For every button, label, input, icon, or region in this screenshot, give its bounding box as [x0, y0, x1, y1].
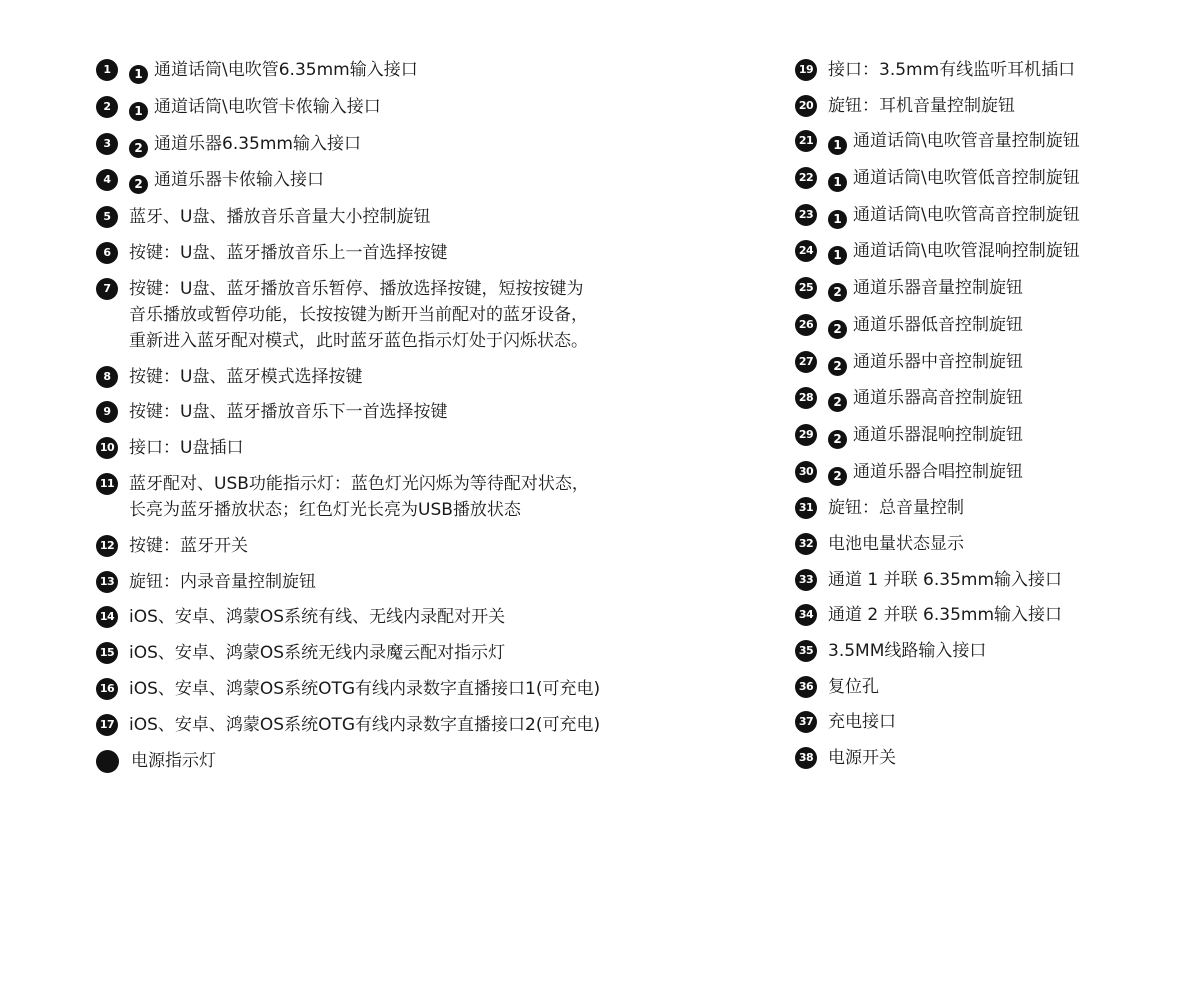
list-item — [795, 165, 1175, 192]
description-text: 通道 1 并联 6.35mm输入接口 — [828, 569, 1062, 590]
description-line — [129, 533, 736, 559]
item-number-badge: 28 — [795, 387, 817, 409]
description-text: 充电接口 — [828, 712, 896, 733]
item-description — [828, 745, 1175, 771]
list-item — [795, 275, 1175, 302]
item-number-badge: 30 — [795, 461, 817, 483]
description-text: 长亮为蓝牙播放状态；红色灯光长亮为USB播放状态 — [129, 499, 521, 520]
description-line — [129, 302, 736, 328]
power-indicator-dot-icon — [96, 750, 119, 773]
item-number-badge: 12 — [96, 535, 118, 557]
description-line — [129, 328, 736, 354]
list-item — [795, 57, 1175, 83]
description-line — [129, 364, 736, 390]
item-description — [828, 385, 1175, 412]
list-item — [96, 640, 736, 666]
list-item — [96, 167, 736, 194]
description-line — [129, 131, 736, 158]
description-text: 通道话筒\电吹管低音控制旋钮 — [853, 168, 1080, 189]
description-line — [828, 674, 1175, 700]
description-line — [828, 238, 1175, 265]
item-number-badge: 4 — [96, 169, 118, 191]
description-text: iOS、安卓、鸿蒙OS系统有线、无线内录配对开关 — [129, 607, 506, 628]
item-number-badge: 37 — [795, 711, 817, 733]
description-line — [129, 57, 736, 84]
description-text: 按键：U盘、蓝牙模式选择按键 — [129, 366, 363, 387]
list-item — [795, 709, 1175, 735]
description-line — [828, 602, 1175, 628]
description-line — [129, 240, 736, 266]
list-item — [795, 638, 1175, 664]
item-description — [828, 602, 1175, 628]
list-item — [795, 128, 1175, 155]
description-text: 重新进入蓝牙配对模式，此时蓝牙蓝色指示灯处于闪烁状态。 — [129, 330, 588, 351]
description-text: 音乐播放或暂停功能，长按按键为断开当前配对的蓝牙设备， — [129, 304, 588, 325]
item-number-badge: 14 — [96, 606, 118, 628]
list-item — [96, 748, 736, 774]
description-line — [129, 167, 736, 194]
item-number-badge: 7 — [96, 278, 118, 300]
description-line — [131, 748, 736, 774]
description-line — [129, 604, 736, 630]
item-description — [129, 712, 736, 738]
item-description — [129, 399, 736, 425]
description-line — [129, 497, 736, 523]
description-text: 通道 2 并联 6.35mm输入接口 — [828, 605, 1062, 626]
description-text: iOS、安卓、鸿蒙OS系统OTG有线内录数字直播接口1(可充电) — [129, 678, 601, 699]
item-description — [129, 435, 736, 461]
item-description — [129, 604, 736, 630]
description-text: 接口：3.5mm有线监听耳机插口 — [828, 60, 1076, 80]
description-text: 通道乐器卡侬输入接口 — [154, 170, 324, 191]
item-number-badge: 9 — [96, 401, 118, 423]
item-description — [828, 128, 1175, 155]
item-number-badge: 25 — [795, 277, 817, 299]
item-description — [131, 748, 736, 774]
description-line — [129, 569, 736, 595]
item-number-badge: 38 — [795, 747, 817, 769]
list-item — [795, 495, 1175, 521]
item-description — [129, 676, 736, 702]
item-number-badge: 31 — [795, 497, 817, 519]
description-line — [828, 165, 1175, 192]
item-number-badge: 10 — [96, 437, 118, 459]
item-description — [129, 533, 736, 559]
channel-number-icon: 2 — [828, 393, 847, 412]
description-text: 通道乐器混响控制旋钮 — [853, 424, 1023, 445]
channel-number-icon: 1 — [129, 65, 148, 84]
right-column — [795, 57, 1175, 781]
description-line — [828, 638, 1175, 664]
item-number-badge: 13 — [96, 571, 118, 593]
channel-number-icon: 2 — [828, 283, 847, 302]
description-line — [129, 471, 736, 497]
item-description — [129, 276, 736, 354]
item-description — [828, 57, 1175, 83]
channel-number-icon: 1 — [828, 246, 847, 265]
item-number-badge: 21 — [795, 130, 817, 152]
description-text: 按键：蓝牙开关 — [129, 535, 248, 556]
list-item — [795, 459, 1175, 486]
description-text: 通道话筒\电吹管混响控制旋钮 — [853, 241, 1080, 262]
item-number-badge: 23 — [795, 204, 817, 226]
item-description — [129, 569, 736, 595]
item-description — [828, 165, 1175, 192]
item-description — [828, 459, 1175, 486]
list-item — [795, 385, 1175, 412]
description-text: iOS、安卓、鸿蒙OS系统无线内录魔云配对指示灯 — [129, 643, 506, 664]
list-item — [96, 533, 736, 559]
description-text: 旋钮：内录音量控制旋钮 — [129, 571, 316, 592]
item-description — [129, 131, 736, 158]
list-item — [96, 569, 736, 595]
list-item — [795, 349, 1175, 376]
description-text: 通道话筒\电吹管卡侬输入接口 — [154, 96, 381, 117]
list-item — [96, 712, 736, 738]
item-number-badge: 8 — [96, 366, 118, 388]
description-text: 复位孔 — [828, 676, 879, 697]
item-description — [828, 638, 1175, 664]
item-description — [828, 275, 1175, 302]
list-item — [96, 471, 736, 523]
channel-number-icon: 1 — [129, 102, 148, 121]
description-text: 通道乐器高音控制旋钮 — [853, 388, 1023, 409]
item-description — [828, 531, 1175, 557]
list-item — [795, 422, 1175, 449]
item-description — [828, 709, 1175, 735]
list-item — [795, 567, 1175, 593]
description-line — [828, 349, 1175, 376]
list-item — [96, 57, 736, 84]
channel-number-icon: 2 — [828, 320, 847, 339]
list-item — [96, 94, 736, 121]
item-number-badge: 27 — [795, 351, 817, 373]
description-line — [828, 709, 1175, 735]
description-line — [828, 531, 1175, 557]
list-item — [795, 202, 1175, 229]
list-item — [96, 204, 736, 230]
description-text: 通道话筒\电吹管6.35mm输入接口 — [154, 60, 418, 80]
item-number-badge: 24 — [795, 240, 817, 262]
item-number-badge: 3 — [96, 133, 118, 155]
description-line — [129, 94, 736, 121]
item-description — [129, 167, 736, 194]
item-description — [129, 640, 736, 666]
list-item — [96, 240, 736, 266]
item-number-badge: 1 — [96, 59, 118, 81]
channel-number-icon: 1 — [828, 210, 847, 229]
description-text: 电池电量状态显示 — [828, 533, 964, 554]
list-item — [795, 531, 1175, 557]
list-item — [795, 312, 1175, 339]
list-item — [96, 276, 736, 354]
description-text: 按键：U盘、蓝牙播放音乐上一首选择按键 — [129, 242, 448, 263]
list-item — [795, 602, 1175, 628]
description-line — [129, 276, 736, 302]
item-description — [129, 471, 736, 523]
description-text: 通道乐器中音控制旋钮 — [853, 351, 1023, 372]
channel-number-icon: 2 — [828, 357, 847, 376]
description-line — [828, 128, 1175, 155]
item-number-badge: 2 — [96, 96, 118, 118]
list-item — [96, 676, 736, 702]
description-line — [828, 495, 1175, 521]
item-description — [828, 93, 1175, 119]
item-number-badge: 36 — [795, 676, 817, 698]
item-number-badge: 20 — [795, 95, 817, 117]
item-number-badge: 6 — [96, 242, 118, 264]
description-text: 电源指示灯 — [131, 750, 216, 771]
description-text: 通道乐器低音控制旋钮 — [853, 314, 1023, 335]
item-description — [828, 495, 1175, 521]
list-item — [96, 604, 736, 630]
item-number-badge: 5 — [96, 206, 118, 228]
channel-number-icon: 2 — [828, 430, 847, 449]
description-line — [129, 712, 736, 738]
channel-number-icon: 2 — [129, 139, 148, 158]
item-number-badge: 11 — [96, 473, 118, 495]
description-line — [129, 676, 736, 702]
list-item — [96, 399, 736, 425]
description-line — [828, 312, 1175, 339]
description-text: 按键：U盘、蓝牙播放音乐暂停、播放选择按键，短按按键为 — [129, 278, 584, 299]
description-text: 3.5MM线路输入接口 — [828, 641, 987, 661]
description-text: 蓝牙配对、USB功能指示灯：蓝色灯光闪烁为等待配对状态， — [129, 473, 589, 494]
item-number-badge: 17 — [96, 714, 118, 736]
item-number-badge: 16 — [96, 678, 118, 700]
description-text: 通道乐器合唱控制旋钮 — [853, 461, 1023, 482]
description-line — [828, 275, 1175, 302]
item-description — [828, 312, 1175, 339]
item-number-badge: 34 — [795, 604, 817, 626]
list-item — [795, 745, 1175, 771]
item-number-badge: 26 — [795, 314, 817, 336]
item-description — [828, 238, 1175, 265]
description-line — [129, 640, 736, 666]
item-description — [129, 364, 736, 390]
description-line — [129, 435, 736, 461]
description-text: 按键：U盘、蓝牙播放音乐下一首选择按键 — [129, 402, 448, 423]
item-description — [828, 349, 1175, 376]
description-line — [828, 202, 1175, 229]
item-number-badge: 32 — [795, 533, 817, 555]
description-line — [828, 57, 1175, 83]
item-description — [129, 204, 736, 230]
description-text: 蓝牙、U盘、播放音乐音量大小控制旋钮 — [129, 207, 431, 228]
description-line — [828, 385, 1175, 412]
list-item — [795, 93, 1175, 119]
description-text: 旋钮：总音量控制 — [828, 498, 964, 519]
item-number-badge: 35 — [795, 640, 817, 662]
description-line — [828, 745, 1175, 771]
channel-number-icon: 1 — [828, 136, 847, 155]
item-description — [828, 422, 1175, 449]
description-line — [828, 459, 1175, 486]
item-number-badge: 22 — [795, 167, 817, 189]
description-text: 通道乐器6.35mm输入接口 — [154, 133, 361, 154]
channel-number-icon: 2 — [129, 175, 148, 194]
description-line — [828, 422, 1175, 449]
list-item — [96, 131, 736, 158]
description-text: iOS、安卓、鸿蒙OS系统OTG有线内录数字直播接口2(可充电) — [129, 714, 601, 735]
channel-number-icon: 1 — [828, 173, 847, 192]
description-text: 旋钮：耳机音量控制旋钮 — [828, 95, 1015, 116]
description-line — [129, 399, 736, 425]
description-line — [828, 567, 1175, 593]
item-description — [828, 567, 1175, 593]
item-description — [828, 202, 1175, 229]
description-text: 通道话筒\电吹管音量控制旋钮 — [853, 131, 1080, 152]
channel-number-icon: 2 — [828, 467, 847, 486]
item-number-badge: 15 — [96, 642, 118, 664]
list-item — [96, 364, 736, 390]
description-text: 电源开关 — [828, 748, 896, 769]
item-number-badge: 33 — [795, 569, 817, 591]
item-description — [129, 57, 736, 84]
item-description — [129, 94, 736, 121]
list-item — [795, 238, 1175, 265]
description-line — [129, 204, 736, 230]
description-text: 接口：U盘插口 — [129, 438, 244, 459]
item-number-badge: 19 — [795, 59, 817, 81]
list-item — [96, 435, 736, 461]
item-description — [828, 674, 1175, 700]
description-text: 通道乐器音量控制旋钮 — [853, 278, 1023, 299]
left-column — [96, 57, 736, 783]
item-description — [129, 240, 736, 266]
description-text: 通道话筒\电吹管高音控制旋钮 — [853, 204, 1080, 225]
description-line — [828, 93, 1175, 119]
item-number-badge: 29 — [795, 424, 817, 446]
list-item — [795, 674, 1175, 700]
